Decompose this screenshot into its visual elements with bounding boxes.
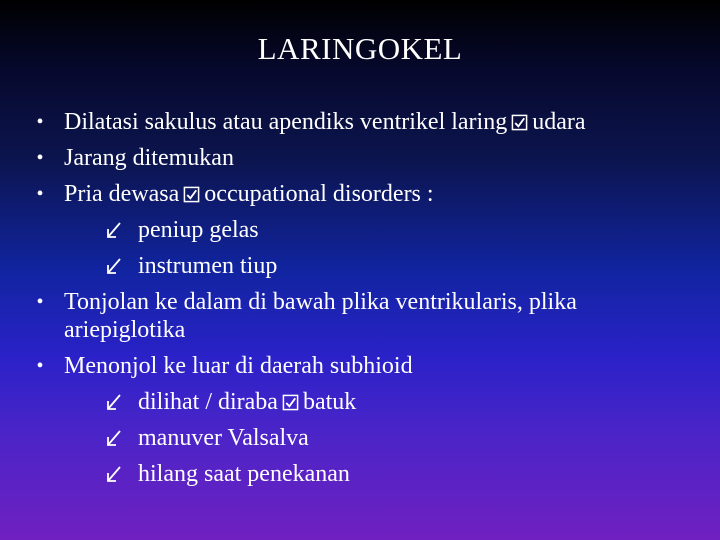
arrow-down-left-icon [106, 221, 122, 239]
bullet-text-end: occupational disorders : [204, 181, 434, 207]
slide-title: LARINGOKEL [257, 31, 463, 66]
arrow-down-left-icon [106, 429, 122, 447]
bullet-glyph: • [36, 183, 44, 205]
arrow-down-left-icon [106, 465, 122, 483]
bullet-item [30, 140, 700, 176]
sub-item [30, 420, 700, 456]
bullet-item [30, 284, 700, 348]
sub-item-text-start: dilihat / diraba [138, 389, 278, 415]
bullet-text-start: Dilatasi sakulus atau apendiks ventrikel laring [64, 109, 508, 135]
bullet-glyph: • [36, 355, 44, 377]
slide-content [30, 104, 700, 492]
sub-item-text-end: batuk [302, 389, 357, 415]
sub-item-text: instrumen tiup [138, 253, 278, 279]
bullet-glyph: • [36, 147, 44, 169]
arrow-down-left-icon [106, 257, 122, 275]
bullet-text: Menonjol ke luar di daerah subhioid [64, 353, 413, 379]
sub-item-text: manuver Valsalva [138, 425, 309, 451]
bullet-text: Jarang ditemukan [64, 145, 234, 171]
bullet-text-end: udara [532, 109, 586, 135]
bullet-glyph: • [36, 291, 44, 313]
sub-item-text: peniup gelas [138, 217, 259, 243]
bullet-text [64, 109, 586, 135]
bullet-glyph: • [36, 111, 44, 133]
sub-item-text [138, 389, 356, 415]
bullet-text-start: Pria dewasa [64, 181, 180, 207]
sub-item [30, 212, 700, 248]
checkbox-arrow-icon [183, 186, 200, 203]
checkbox-arrow-icon [282, 394, 299, 411]
sub-item [30, 248, 700, 284]
bullet-item [30, 104, 700, 140]
bullet-item [30, 348, 700, 384]
sub-item [30, 384, 700, 420]
arrow-down-left-icon [106, 393, 122, 411]
sub-item [30, 456, 700, 492]
bullet-text: Tonjolan ke dalam di bawah plika ventrikularis, plika ariepiglotika [64, 289, 577, 343]
checkbox-arrow-icon [511, 114, 528, 131]
bullet-item [30, 176, 700, 212]
bullet-text [64, 181, 434, 207]
sub-item-text: hilang saat penekanan [138, 461, 350, 487]
